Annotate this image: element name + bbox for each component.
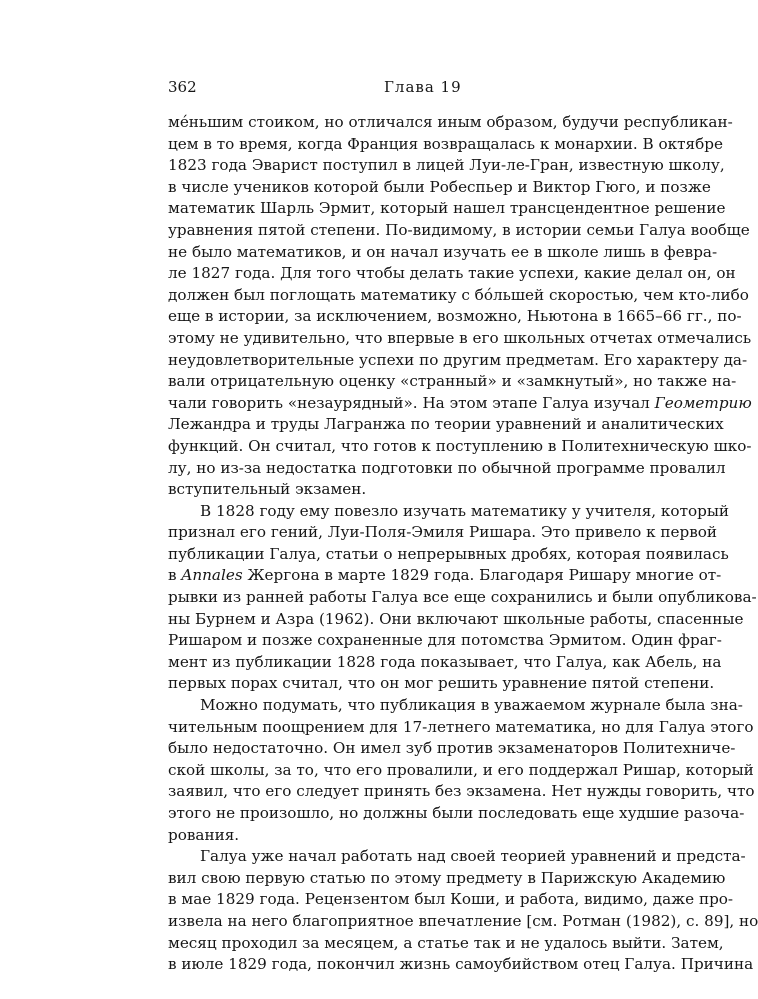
body-text bbox=[168, 112, 758, 976]
text-line: ской школы, за то, что его провалили, и его поддержал Ришар, который bbox=[168, 760, 754, 779]
page-number: 362 bbox=[168, 78, 197, 96]
text-line: вил свою первую статью по этому предмету в Парижскую Академию bbox=[168, 868, 726, 887]
text-line: уравнения пятой степени. По-видимому, в истории семьи Галуа вообще bbox=[168, 220, 750, 239]
text-line: в мае 1829 года. Рецензентом был Коши, и работа, видимо, даже про- bbox=[168, 890, 734, 909]
text-line: первых порах считал, что он мог решить уравнение пятой степени. bbox=[168, 674, 715, 693]
text-line: В 1828 году ему повезло изучать математику у учителя, который bbox=[200, 501, 730, 520]
text-line bbox=[168, 393, 752, 415]
text-line: публикации Галуа, статьи о непрерывных дробях, которая появилась bbox=[168, 544, 729, 563]
text-line: вступительный экзамен. bbox=[168, 480, 367, 499]
text-line: рывки из ранней работы Галуа все еще сохранились и были опубликова- bbox=[168, 588, 757, 607]
running-header bbox=[168, 78, 696, 98]
text-line: вали отрицательную оценку «странный» и «замкнутый», но также на- bbox=[168, 372, 737, 391]
text-line bbox=[168, 565, 722, 587]
text-line: месяц проходил за месяцем, а статье так и не удалось выйти. Затем, bbox=[168, 933, 724, 952]
text-line: признал его гений, Луи-Поля-Эмиля Ришара. Это привело к первой bbox=[168, 523, 718, 542]
text-line: не было математиков, и он начал изучать ее в школе лишь в февра- bbox=[168, 242, 718, 261]
text-line: Лежандра и труды Лагранжа по теории уравнений и аналитических bbox=[168, 415, 724, 434]
chapter-title: Глава 19 bbox=[384, 78, 462, 96]
text-line: ны Бурнем и Азра (1962). Они включают школьные работы, спасенные bbox=[168, 609, 744, 628]
italic-text: Annales bbox=[181, 566, 243, 585]
text-line: ме́ньшим стоиком, но отличался иным образом, будучи республикан- bbox=[168, 113, 733, 131]
text-line: цем в то время, когда Франция возвращалась к монархии. В октябре bbox=[168, 134, 723, 153]
text-line: рования. bbox=[168, 825, 240, 844]
text-segment: чали говорить «незаурядный». На этом этапе Галуа изучал bbox=[168, 393, 655, 412]
text-line: еще в истории, за исключением, возможно, Ньютона в 1665–66 гг., по- bbox=[168, 307, 742, 326]
text-line: заявил, что его следует принять без экзамена. Нет нужды говорить, что bbox=[168, 782, 755, 801]
text-line: было недостаточно. Он имел зуб против экзаменаторов Политехниче- bbox=[168, 739, 736, 758]
text-line: Можно подумать, что публикация в уважаемом журнале была зна- bbox=[200, 696, 743, 715]
text-line: мент из публикации 1828 года показывает, что Галуа, как Абель, на bbox=[168, 652, 722, 671]
text-segment: в bbox=[168, 566, 182, 585]
italic-text: Геометрию bbox=[654, 393, 752, 412]
text-line: ле 1827 года. Для того чтобы делать такие успехи, какие делал он, он bbox=[168, 264, 736, 283]
text-line: в июле 1829 года, покончил жизнь самоубийством отец Галуа. Причина bbox=[168, 955, 754, 974]
text-line: Галуа уже начал работать над своей теорией уравнений и предста- bbox=[200, 847, 746, 866]
text-line: 1823 года Эварист поступил в лицей Луи-ле-Гран, известную школу, bbox=[168, 156, 725, 175]
text-line: этому не удивительно, что впервые в его школьных отчетах отмечались bbox=[168, 328, 752, 347]
text-line: должен был поглощать математику с бо́льшей скоростью, чем кто-либо bbox=[168, 285, 749, 304]
text-line: в числе учеников которой были Робеспьер и Виктор Гюго, и позже bbox=[168, 177, 711, 196]
text-segment: Жергона в марте 1829 года. Благодаря Ришару многие от- bbox=[242, 566, 722, 585]
text-line: этого не произошло, но должны были последовать еще худшие разоча- bbox=[168, 804, 745, 822]
text-line: лу, но из-за недостатка подготовки по обычной программе провалил bbox=[168, 458, 726, 477]
text-line: чительным поощрением для 17-летнего математика, но для Галуа этого bbox=[168, 717, 754, 736]
text-line: математик Шарль Эрмит, который нашел трансцендентное решение bbox=[168, 199, 726, 218]
text-line: функций. Он считал, что готов к поступлению в Политехническую шко- bbox=[168, 436, 752, 455]
text-line: извела на него благоприятное впечатление [см. Ротман (1982), с. 89], но bbox=[168, 911, 758, 930]
text-line: Ришаром и позже сохраненные для потомства Эрмитом. Один фраг- bbox=[168, 631, 722, 650]
text-line: неудовлетворительные успехи по другим предметам. Его характеру да- bbox=[168, 350, 748, 369]
